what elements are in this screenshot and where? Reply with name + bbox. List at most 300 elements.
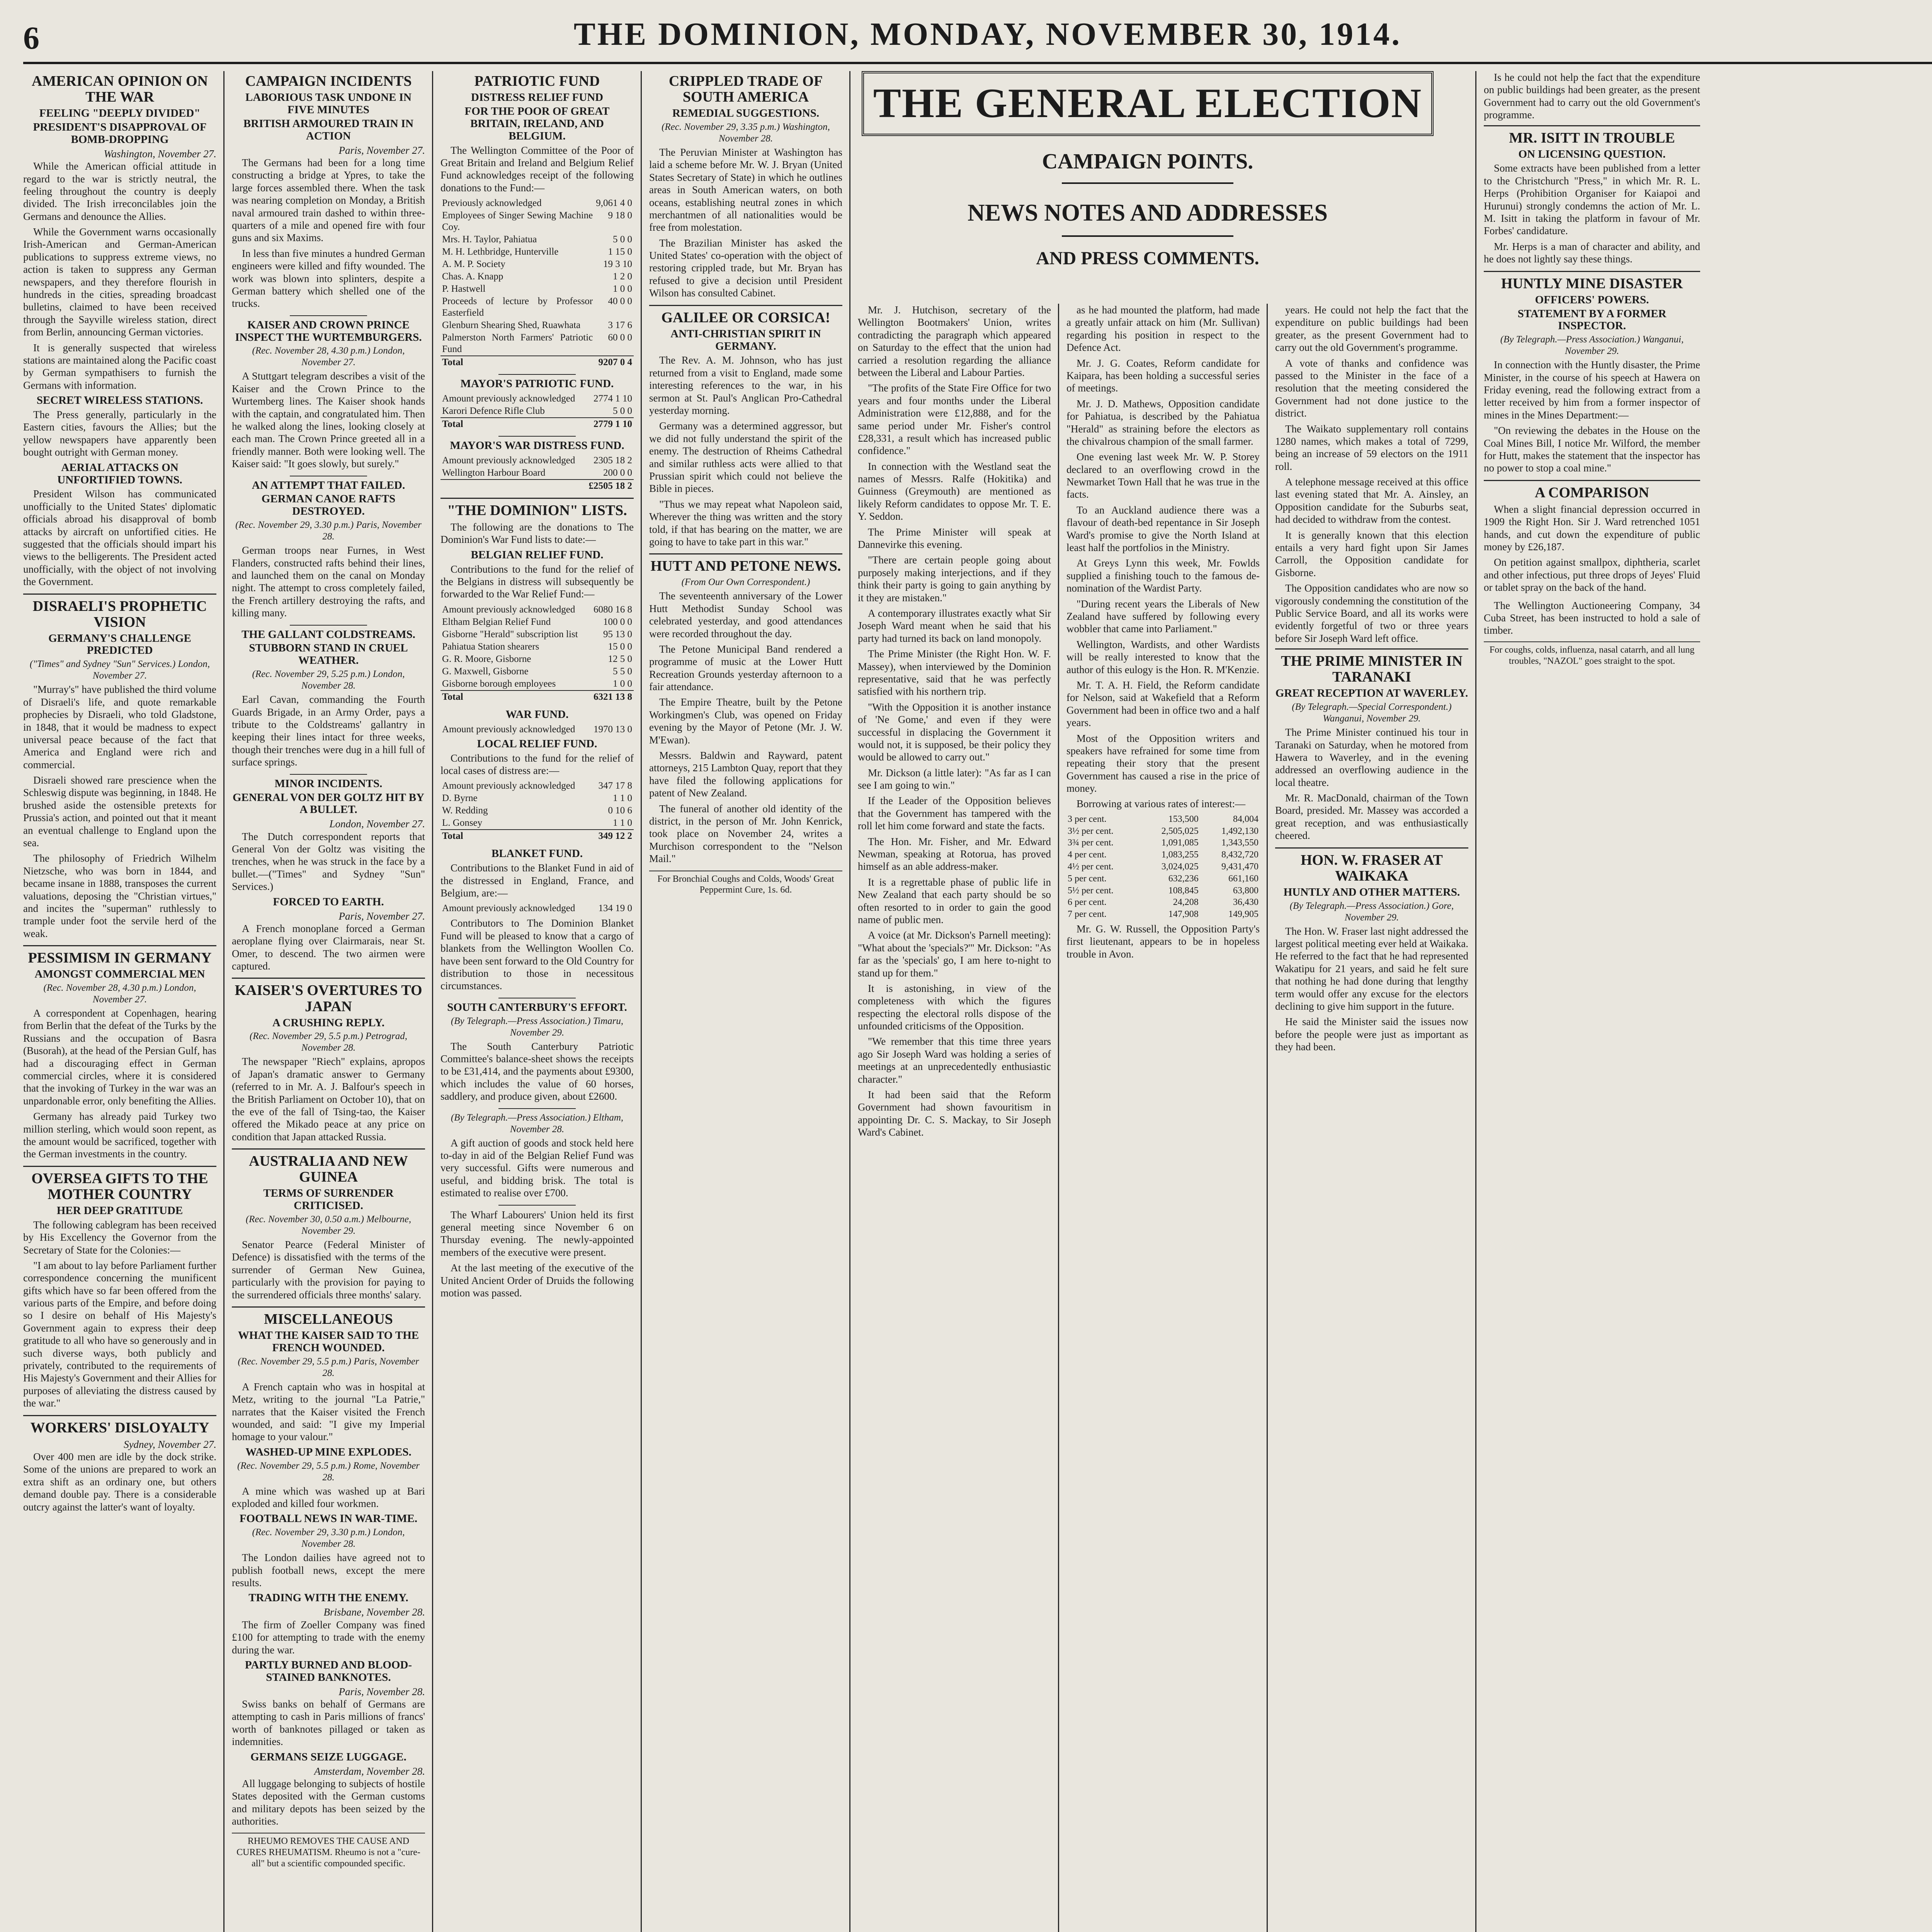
paragraph: "With the Opposition it is another instance of 'Ne Gome,' and even if they were successful in displacing the Government it would not, it is supposed, be their policy they would be allowed to carry out.": [858, 701, 1051, 763]
paragraph: The Hon. W. Fraser last night addressed the largest political meeting ever held at Waikaka. He referred to the fact that he had represented Wakatipu for 21 years, and said he felt sure that nothing he had done during that lengthy term would offer any excuse for the electors declining to give him support in the future.: [1275, 925, 1468, 1012]
article-prime-minister-taranaki: [1275, 653, 1468, 842]
article-kaiser-overtures-japan: [232, 983, 425, 1143]
paragraph: The Rev. A. M. Johnson, who has just returned from a visit to England, made some interesting references to the war, in his sermon at St. Paul's Anglican Pro-Cathedral yesterday morning.: [649, 354, 842, 417]
subheadline: GENERAL VON DER GOLTZ HIT BY A BULLET.: [232, 791, 425, 816]
article-miscellaneous: [232, 1311, 425, 1828]
headline: AMERICAN OPINION ON THE WAR: [32, 73, 208, 105]
donation-amount: 1970 13 0: [594, 724, 632, 735]
amount-cell: 2,505,025: [1161, 826, 1199, 836]
paragraph: The South Canterbury Patriotic Committee's balance-sheet shows the receipts to be £31,414, and the payments about £9300, which includes the value of 60 horses, saddlery, and produce given, about £2600.: [440, 1040, 634, 1102]
dateline: (By Telegraph.—Press Association.) Gore, November 29.: [1289, 900, 1454, 923]
fund-row: [440, 792, 634, 804]
donor-name: Amount previously acknowledged: [442, 781, 575, 791]
subheadline: MINOR INCIDENTS.: [274, 777, 383, 790]
article-crippled-trade: [649, 73, 842, 299]
paragraph: The philosophy of Friedrich Wilhelm Nietzsche, who was born in 1844, and became insane in 1888, transposes the current valuations, deposing the "Christian virtues," and incites the "superman" ruthlessly to trample under foot the servile herd of the weak.: [23, 852, 216, 939]
amount-cell: 1,091,085: [1161, 838, 1199, 848]
donation-amount: 134 19 0: [598, 903, 632, 914]
fund-row: [440, 283, 634, 295]
donor-name: A. M. P. Society: [442, 259, 505, 270]
subheadline: TRADING WITH THE ENEMY.: [248, 1592, 408, 1604]
fund-row: [440, 295, 634, 319]
paragraph: A contemporary illustrates exactly what Sir Joseph Ward meant when he said that his party had turned its back on land monopoly.: [858, 607, 1051, 644]
amount-cell: 1,343,550: [1221, 838, 1259, 848]
subheadline: GERMANS SEIZE LUGGAGE.: [250, 1750, 406, 1763]
subheadline: HER DEEP GRATITUDE: [56, 1204, 183, 1217]
stats-title: Borrowing at various rates of interest:—: [1077, 798, 1246, 810]
fund-table: [440, 197, 634, 369]
headline: MR. ISITT IN TROUBLE: [1509, 129, 1675, 146]
article-american-opinion: [23, 73, 216, 588]
headline: MISCELLANEOUS: [264, 1311, 393, 1327]
article-mayors-patriotic-fund: [440, 378, 634, 430]
fund-row: [440, 246, 634, 258]
paragraph: At Greys Lynn this week, Mr. Fowlds supplied a finishing touch to the famous de-nomination of the Wardist Party.: [1066, 557, 1260, 594]
rate-cell: 5½ per cent.: [1068, 885, 1114, 896]
donation-amount: 6080 16 8: [594, 604, 632, 615]
donation-amount: 9,061 4 0: [596, 198, 632, 209]
fund-table: [440, 604, 634, 703]
fund-row: [440, 902, 634, 915]
subheadline: BRITISH ARMOURED TRAIN IN ACTION: [243, 117, 414, 142]
paragraph: A French captain who was in hospital at Metz, writing to the journal "La Patrie," narrates that the Kaiser visited the French wounded, and said: "I give my Imperial homage to your valour.": [232, 1381, 425, 1443]
stats-row: [1066, 837, 1260, 849]
donor-name: Wellington Harbour Board: [442, 467, 546, 478]
paragraph: The Brazilian Minister has asked the United States' co-operation with the object of restoring crippled trade, but Mr. Bryan has refused to give a decision until President Wilson has consulted Cabinet.: [649, 237, 842, 299]
divider: [232, 1148, 425, 1150]
fund-row: [440, 332, 634, 356]
article-comparison: [1484, 485, 1700, 594]
subheadline: FOR THE POOR OF GREAT BRITAIN, IRELAND, AND BELGIUM.: [464, 105, 610, 142]
paragraph: Mr. J. Hutchison, secretary of the Wellington Bootmakers' Union, writes contradicting the paragraph which appeared on Saturday to the effect that the union had carried a resolution regarding the alliance between the Liberal and Labour Parties.: [858, 304, 1051, 378]
divider: [23, 945, 216, 946]
paragraph: Contributions to the fund for the relief of the Belgians in distress will subsequently be forwarded to the War Relief Fund:—: [440, 563, 634, 600]
dateline: ("Times" and Sydney "Sun" Services.) London, November 27.: [29, 659, 210, 681]
donor-name: L. Gonsey: [442, 818, 483, 828]
paragraph: Germany was a determined aggressor, but we did not fully understand the spirit of the enemy. The destruction of Rheims Cathedral and similar ruthless acts were allied to that Prussian spirit which could not believe the Bible in pieces.: [649, 420, 842, 495]
masthead-title: THE DOMINION, MONDAY, NOVEMBER 30, 1914.: [573, 16, 1402, 52]
dateline: (Rec. November 29, 3.30 p.m.) London, November 28.: [252, 1527, 405, 1549]
donor-name: Gisborne borough employees: [442, 678, 556, 689]
headline: KAISER'S OVERTURES TO JAPAN: [235, 982, 422, 1015]
donation-amount: 100 0 0: [603, 616, 632, 627]
paragraph: It is generally suspected that wireless stations are maintained along the Pacific coast by German sympathisers to furnish the Germans with information.: [23, 342, 216, 391]
rate-cell: 3 per cent.: [1068, 814, 1107, 824]
subheadline: ON LICENSING QUESTION.: [1518, 148, 1666, 160]
donation-amount: 15 0 0: [608, 641, 632, 652]
rate-cell: 6 per cent.: [1068, 897, 1107, 908]
rate-cell: 5 per cent.: [1068, 873, 1107, 884]
amount-cell: 63,800: [1233, 885, 1259, 896]
donation-amount: 1 2 0: [613, 271, 632, 282]
subheadline: GERMAN CANOE RAFTS DESTROYED.: [261, 493, 396, 518]
paragraph: The Press generally, particularly in the Eastern cities, favours the Allies; but the yellow newspapers have apparently been bought outright with German money.: [23, 409, 216, 458]
donation-amount: 1 1 0: [613, 818, 632, 828]
fund-row: [440, 405, 634, 418]
total-amount: 349 12 2: [592, 830, 634, 842]
donor-name: Chas. A. Knapp: [442, 271, 503, 282]
total-amount: 6321 13 8: [589, 690, 634, 703]
subheadline: STATEMENT BY A FORMER INSPECTOR.: [1517, 307, 1667, 332]
column-6: [1066, 304, 1260, 1932]
total-amount: £2505 18 2: [585, 480, 634, 492]
dateline: (Rec. November 29, 5.5 p.m.) Petrograd, November 28.: [249, 1031, 407, 1053]
donation-amount: 60 0 0: [608, 332, 632, 343]
donation-amount: 2305 18 2: [594, 455, 632, 466]
paragraph: The Hon. Mr. Fisher, and Mr. Edward Newman, speaking at Rotorua, has proved himself as an able address-maker.: [858, 835, 1051, 872]
paragraph: The Wellington Auctioneering Company, 34 Cuba Street, has been instructed to hold a sale of timber.: [1484, 599, 1700, 636]
subheadline: FORCED TO EARTH.: [273, 895, 384, 908]
paragraph: In connection with the Westland seat the names of Messrs. Ralfe (Hokitika) and Guinness (Greymouth) are mentioned as likely Reform candidates to oppose Mr. T. E. Y. Seddon.: [858, 460, 1051, 522]
column-5: [858, 304, 1051, 1932]
paragraph: The Opposition candidates who are now so vigorously condemning the constitution of the Public Service Board, and all its works were evidently forgetful of two or three years before Sir Joseph Ward left office.: [1275, 582, 1468, 644]
dateline: (By Telegraph.—Press Association.) Wanganui, November 29.: [1500, 334, 1684, 357]
banner-subtitle: AND PRESS COMMENTS.: [1036, 248, 1259, 269]
column-rule: [223, 71, 224, 1932]
subheadline: KAISER AND CROWN PRINCE INSPECT THE WURTEMBURGERS.: [235, 318, 422, 344]
donation-amount: 1 1 0: [613, 793, 632, 804]
stats-row: [1066, 825, 1260, 837]
amount-cell: 9,431,470: [1221, 862, 1259, 872]
divider: [1062, 182, 1233, 184]
paragraph: Messrs. Baldwin and Rayward, patent attorneys, 215 Lambton Quay, report that they have filed the following applications for patent of New Zealand.: [649, 750, 842, 799]
divider: [290, 315, 367, 316]
fund-row: [440, 653, 634, 665]
divider: [498, 1108, 576, 1109]
paragraph: A French monoplane forced a German aeroplane flying over Clairmarais, near St. Omer, to descend. The two airmen were captured.: [232, 922, 425, 972]
fund-row: [440, 628, 634, 641]
amount-cell: 24,208: [1173, 897, 1199, 908]
headline: AUSTRALIA AND NEW GUINEA: [249, 1153, 408, 1185]
article-fraser-waikaka: [1275, 852, 1468, 1053]
donation-amount: 5 0 0: [613, 406, 632, 417]
paragraph: All luggage belonging to subjects of hostile States deposited with the German customs and military depots has been seized by the authorities.: [232, 1777, 425, 1827]
columns: [23, 64, 1932, 1932]
paragraph: He said the Minister said the issues now before the people were just as important as they had been.: [1275, 1016, 1468, 1053]
subheadline: LABORIOUS TASK UNDONE IN FIVE MINUTES: [245, 91, 412, 116]
fund-row: [440, 197, 634, 209]
paragraph: The seventeenth anniversary of the Lower Hutt Methodist Sunday School was celebrated yesterday, and good attendances were recorded throughout the day.: [649, 590, 842, 639]
donation-amount: 1 15 0: [608, 247, 632, 257]
paragraph: It is generally known that this election entails a very hard fight upon Sir James Carroll, the Opposition candidate for Gisborne.: [1275, 529, 1468, 578]
fund-row: [440, 393, 634, 405]
paragraph: One evening last week Mr. W. P. Storey declared to an overflowing crowd in the Newmarket Town Hall that he was true in the facts.: [1066, 451, 1260, 500]
donation-amount: 0 10 6: [608, 805, 632, 816]
donor-name: P. Hastwell: [442, 284, 486, 294]
subheadline: BLANKET FUND.: [491, 847, 583, 860]
paragraph: German troops near Furnes, in West Flanders, constructed rafts behind their lines, and launched them on the canal on Monday night. The attempt to cross completely failed, the French artillery destroying the rafts, and killing many.: [232, 544, 425, 619]
divider: [498, 374, 576, 375]
dateline: Amsterdam, November 28.: [314, 1765, 425, 1777]
fund-row: [440, 467, 634, 480]
headline: GALILEE OR CORSICA!: [661, 309, 830, 326]
dateline: (Rec. November 28, 4.30 p.m.) London, November 27.: [252, 345, 405, 368]
dateline: London, November 27.: [329, 818, 425, 830]
subheadline: THE GALLANT COLDSTREAMS.: [242, 628, 415, 641]
paragraph: Mr. R. MacDonald, chairman of the Town Board, presided. Mr. Massey was accorded a great reception, and was enthusiastically cheered.: [1275, 792, 1468, 842]
article-south-canterbury: [440, 1002, 634, 1103]
fund-table: [440, 393, 634, 430]
paragraph: The Petone Municipal Band rendered a programme of music at the Lower Hutt Recreation Grounds yesterday afternoon to a fair attendance.: [649, 643, 842, 693]
stats-row: [1066, 849, 1260, 861]
dateline: Paris, November 28.: [338, 1685, 425, 1697]
dateline: (Rec. November 29, 3.30 p.m.) Paris, November 28.: [235, 520, 422, 542]
subheadline: SOUTH CANTERBURY'S EFFORT.: [447, 1001, 627, 1014]
fund-row: [440, 780, 634, 792]
article-dominion-lists: [440, 503, 634, 703]
fund-row: [440, 233, 634, 246]
donor-name: Employees of Singer Sewing Machine Coy.: [442, 210, 593, 233]
divider: [649, 305, 842, 306]
fund-row: [440, 817, 634, 830]
total-amount: 2779 1 10: [588, 418, 634, 430]
fund-row: [440, 270, 634, 283]
subheadline: WHAT THE KAISER SAID TO THE FRENCH WOUNDED.: [238, 1329, 419, 1354]
paragraph: It is a regrettable phase of public life in New Zealand that each party should be so often resorted to in order to gain the good name of public men.: [858, 876, 1051, 925]
article-workers-disloyalty: [23, 1420, 216, 1513]
fund-row: [440, 258, 634, 270]
paragraph: It had been said that the Reform Government had shown favouritism in appointing Dr. C. S. Mackay, to Sir Joseph Ward's Cabinet.: [858, 1089, 1051, 1138]
section-heading: SECRET WIRELESS STATIONS.: [36, 394, 203, 407]
amount-cell: 1,083,255: [1161, 850, 1199, 860]
subheadline: MAYOR'S PATRIOTIC FUND.: [460, 378, 614, 390]
column-8: [1484, 71, 1700, 1932]
fund-table: [440, 723, 634, 736]
stats-row: [1066, 885, 1260, 897]
divider: [440, 498, 634, 499]
fund-row: [440, 641, 634, 653]
donor-name: Amount previously acknowledged: [442, 903, 575, 914]
article-disraeli: [23, 599, 216, 940]
paragraph: Earl Cavan, commanding the Fourth Guards Brigade, in an Army Order, pays a tribute to the Coldstreams' gallantry in keeping their lines intact for three weeks, though their trenches were dug in a hill full of surface springs.: [232, 694, 425, 768]
article-coldstreams: [232, 629, 425, 769]
headline: WORKERS' DISLOYALTY: [30, 1419, 209, 1436]
divider: [1484, 480, 1700, 481]
paragraph: President Wilson has communicated unofficially to the United States' diplomatic officials abroad his disapproval of bomb attacks by aircraft on unfortified cities. He suggested that the officials should impart his views to the belligerents. The President acted unofficially, with the object of not involving the Government.: [23, 488, 216, 588]
stats-row: [1066, 908, 1260, 920]
donor-name: Amount previously acknowledged: [442, 393, 575, 404]
headline: HUTT AND PETONE NEWS.: [650, 558, 841, 575]
article-pessimism: [23, 950, 216, 1160]
article-wharf-labourers: [440, 1209, 634, 1299]
paragraph: To an Auckland audience there was a flavour of death-bed repentance in Sir Joseph Ward's promise to give the North Island at least half the portfolios in the Ministry.: [1066, 504, 1260, 554]
donation-amount: 12 5 0: [608, 653, 632, 664]
subheadline: HUNTLY AND OTHER MATTERS.: [1283, 886, 1460, 898]
article-campaign-incidents: [232, 73, 425, 310]
paragraph: In less than five minutes a hundred German engineers were killed and fifty wounded. The work was blown into splinters, despite a German battery which shelled one of the trucks.: [232, 247, 425, 310]
amount-cell: 149,905: [1228, 909, 1259, 920]
paragraph: A Stuttgart telegram describes a visit of the Kaiser and the Crown Prince to the Wurtemberg lines. The Kaiser shook hands with the captain, and congratulated him. Then he walked along the lines, looking closely at each man. The Crown Prince greeted all in a friendly manner. Both were looking well. The Kaiser said: "It goes slowly, but surely.": [232, 370, 425, 470]
dateline: (By Telegraph.—Press Association.) Eltham, November 28.: [451, 1112, 624, 1134]
rate-cell: 4 per cent.: [1068, 850, 1107, 860]
divider: [498, 1205, 576, 1206]
dateline: (From Our Own Correspondent.): [681, 577, 810, 588]
column-rule: [641, 71, 642, 1932]
subheadline: ANTI-CHRISTIAN SPIRIT IN GERMANY.: [670, 327, 821, 352]
subheadline: FEELING "DEEPLY DIVIDED": [39, 107, 201, 120]
headline: OVERSEA GIFTS TO THE MOTHER COUNTRY: [31, 1170, 208, 1202]
headline: HUNTLY MINE DISASTER: [1501, 275, 1683, 292]
paragraph: The Prime Minister (the Right Hon. W. F. Massey), when interviewed by the Dominion representative, said that he was perfectly satisfied with his northern trip.: [858, 648, 1051, 697]
divider: [232, 1306, 425, 1308]
rate-cell: 4½ per cent.: [1068, 862, 1114, 872]
fund-row: [440, 616, 634, 628]
article-attempt-failed: [232, 480, 425, 619]
divider: [1275, 847, 1468, 849]
dateline: (Rec. November 28, 4.30 p.m.) London, November 27.: [43, 983, 196, 1005]
subheadline: GERMANY'S CHALLENGE PREDICTED: [48, 632, 191, 657]
total-amount: 9207 0 4: [594, 356, 634, 369]
dateline: Washington, November 27.: [104, 148, 216, 160]
divider: [232, 978, 425, 979]
amount-cell: 153,500: [1168, 814, 1199, 824]
subheadline: STUBBORN STAND IN CRUEL WEATHER.: [249, 642, 408, 667]
paragraph: The Wharf Labourers' Union held its first general meeting since November 6 on Thursday evening. The newly-appointed members of the executive were present.: [440, 1209, 634, 1258]
article-mayors-war-distress-fund: [440, 440, 634, 492]
paragraph: A voice (at Mr. Dickson's Parnell meeting): "What about the 'specials?'" Mr. Dickson: "As far as the 'specials' go, I am here to-night to stand up for them.": [858, 929, 1051, 979]
fund-table: [440, 902, 634, 915]
dateline: (Rec. November 29, 3.35 p.m.) Washington, November 28.: [662, 121, 830, 144]
stats-row: [1066, 813, 1260, 825]
dateline: (By Telegraph.—Press Association.) Timaru, November 29.: [451, 1015, 624, 1038]
donor-name: Amount previously acknowledged: [442, 604, 575, 615]
donor-name: Gisborne "Herald" subscription list: [442, 629, 578, 639]
donation-amount: 19 3 10: [603, 259, 632, 270]
amount-cell: 661,160: [1228, 873, 1259, 884]
paragraph: The London dailies have agreed not to publish football news, except the mere results.: [232, 1552, 425, 1589]
divider: [498, 436, 576, 437]
donor-name: Previously acknowledged: [442, 198, 542, 209]
paragraph: The newspaper "Riech" explains, apropos of Japan's dramatic answer to Germany (referred to in Mr. A. J. Balfour's speech in the British Parliament on October 10), that on the eve of the fall of Tsing-tao, the Kaiser offered the Mikado peace at any price on condition that Japan attacked Russia.: [232, 1056, 425, 1143]
donor-name: Proceeds of lecture by Professor Easterfield: [442, 296, 593, 318]
paragraph: A mine which was washed up at Bari exploded and killed four workmen.: [232, 1485, 425, 1509]
donor-name: G. Maxwell, Gisborne: [442, 666, 529, 677]
column-rule: [432, 71, 433, 1932]
divider: [23, 1166, 216, 1167]
interest-table: [1066, 813, 1260, 920]
paragraph: On petition against smallpox, diphtheria, scarlet and other infectious, put three drops of Jeyes' Fluid or tablet spray on the back of the hand.: [1484, 556, 1700, 594]
paragraph: "There are certain people going about purposely making interjections, and if they think their party is going to gain anything by it they are mistaken.": [858, 554, 1051, 604]
divider: [290, 774, 367, 775]
rate-cell: 7 per cent.: [1068, 909, 1107, 920]
fund-row: [440, 804, 634, 817]
donation-amount: 1 0 0: [613, 678, 632, 689]
donation-amount: 347 17 8: [598, 781, 632, 791]
divider: [290, 625, 367, 626]
paragraph: "Murray's" have published the third volume of Disraeli's life, and quote remarkable prophecies by Disraeli, who told Gladstone, in 1848, that it would be madness to expect universal peace because of the fact that America and England were rich and commercial.: [23, 684, 216, 770]
donor-name: W. Redding: [442, 805, 488, 816]
dateline: Paris, November 27.: [338, 144, 425, 156]
paragraph: "Thus we may repeat what Napoleon said, Wherever the thing was written and the story told, if that has bearing on the matter, we are going to have to take part in this war.": [649, 498, 842, 548]
headline: DISRAELI'S PROPHETIC VISION: [32, 598, 207, 630]
paragraph: If the Leader of the Opposition believes that the Government has tampered with the roll let him come forward and state the facts.: [858, 795, 1051, 832]
subheadline: A CRUSHING REPLY.: [272, 1016, 385, 1029]
dateline: (Rec. November 29, 5.5 p.m.) Rome, November 28.: [237, 1460, 420, 1483]
donation-amount: 3 17 6: [608, 320, 632, 331]
subheadline: DISTRESS RELIEF FUND: [471, 91, 604, 104]
paragraph: Disraeli showed rare prescience when the Schleswig dispute was beginning, in 1848. He brushed aside the ostensible pretexts for Prussia's action, and pointed out that it meant an eventual challenge to England upon the sea.: [23, 774, 216, 849]
paragraph: Some extracts have been published from a letter to the Christchurch "Press," in which Mr. R. L. Herps (Prohibition Organiser for Kaiapoi and Hurunui) strongly condemns the action of Mr. L. M. Isitt in taking the platform in favour of Mr. Forbes' candidature.: [1484, 162, 1700, 237]
fund-row: [440, 209, 634, 233]
dateline: Paris, November 27.: [338, 910, 425, 922]
column-rule: [1475, 71, 1476, 1932]
paragraph: years. He could not help the fact that the expenditure on public buildings had been greater, as the present Government had to carry out the old Government's programme.: [1275, 304, 1468, 354]
article-australia-new-guinea: [232, 1153, 425, 1301]
paragraph: In connection with the Huntly disaster, the Prime Minister, in the course of his speech at Hawera on Friday evening, read the following extract from a letter received by him from a former inspector of mines in the Mines Department:—: [1484, 359, 1700, 421]
column-rule: [849, 71, 850, 1932]
article-kaiser-crown-prince: [232, 319, 425, 470]
subheadline: AMONGST COMMERCIAL MEN: [34, 968, 205, 981]
donor-name: Mrs. H. Taylor, Pahiatua: [442, 234, 537, 245]
article-eltham: [440, 1112, 634, 1199]
fund-row: [440, 678, 634, 690]
column-rule: [1267, 304, 1268, 1932]
stats-row: [1066, 896, 1260, 908]
article-blanket-fund: [440, 848, 634, 992]
article-isitt-trouble: [1484, 130, 1700, 265]
article-huntly-mine: [1484, 276, 1700, 474]
paragraph: Mr. T. A. H. Field, the Reform candidate for Nelson, said at Wakefield that a Reform Government had been in office two and a half years.: [1066, 679, 1260, 729]
total-label: Total: [440, 830, 592, 842]
subheadline: BELGIAN RELIEF FUND.: [471, 548, 604, 561]
paragraph: Senator Pearce (Federal Minister of Defence) is dissatisfied with the terms of the surrender of German New Guinea, particularly with the provision for paying to the surrendered officials three months' salary.: [232, 1239, 425, 1301]
banner-title: THE GENERAL ELECTION: [862, 71, 1434, 136]
article-galilee-corsica: [649, 310, 842, 548]
dateline: (Rec. November 29, 5.25 p.m.) London, November 28.: [252, 669, 405, 691]
dateline: Sydney, November 27.: [124, 1438, 216, 1450]
amount-cell: 1,492,130: [1221, 826, 1259, 836]
dateline: (Rec. November 30, 0.50 a.m.) Melbourne, November 29.: [245, 1214, 412, 1236]
donor-name: Eltham Belgian Relief Fund: [442, 616, 551, 627]
column-4: [649, 71, 842, 1932]
paragraph: While the American official attitude in regard to the war is strictly neutral, the feeling throughout the country is deeply divided. The Irish irreconcilables join the Germans and denounce the Allies.: [23, 160, 216, 222]
article-hutt-petone: [649, 558, 842, 865]
paragraph: A gift auction of goods and stock held here to-day in aid of the Belgian Relief Fund was very successful. Gifts were numerous and useful, and bidding brisk. The total is estimated to realise over £700.: [440, 1137, 634, 1199]
headline: HON. W. FRASER AT WAIKAKA: [1301, 852, 1443, 884]
dateline: Brisbane, November 28.: [323, 1606, 425, 1618]
total-label: Total: [440, 356, 594, 369]
paragraph: Over 400 men are idle by the dock strike. Some of the unions are prepared to work an extra shift as an ordinary one, but others demand double pay. There is a considerable outcry against the latter's want of loyalty.: [23, 1451, 216, 1513]
paragraph: "On reviewing the debates in the House on the Coal Mines Bill, I notice Mr. Wilford, the member for Hutt, makes the statement that the inspector has no power to stop a coal mine.": [1484, 425, 1700, 474]
article-patriotic-fund: [440, 73, 634, 369]
divider: [1484, 125, 1700, 126]
amount-cell: 632,236: [1168, 873, 1199, 884]
divider: [1275, 648, 1468, 650]
donation-amount: 2774 1 10: [594, 393, 632, 404]
column-1: [23, 71, 216, 1932]
paragraph: Mr. J. D. Mathews, Opposition candidate for Pahiatua, is described by the Pahiatua "Herald" as straining before the electors as the chivalrous champion of the small farmer.: [1066, 398, 1260, 447]
amount-cell: 84,004: [1233, 814, 1259, 824]
advertisement: For coughs, colds, influenza, nasal catarrh, and all lung troubles, "NAZOL" goes straight to the spot.: [1484, 641, 1700, 667]
paragraph: The Peruvian Minister at Washington has laid a scheme before Mr. W. J. Bryan (United States Secretary of State) in which he outlines areas in South American waters, on both oceans, establishing neutral zones in which merchantmen of all nationalities would be free from molestation.: [649, 146, 842, 233]
amount-cell: 108,845: [1168, 885, 1199, 896]
subheadline: MAYOR'S WAR DISTRESS FUND.: [450, 439, 624, 452]
paragraph: The Germans had been for a long time constructing a bridge at Ypres, to take the large forces assembled there. When the task was nearing completion on Monday, a British naval armoured train dashed to within three-quarters of a mile and opened fire with four guns and six Maxims.: [232, 156, 425, 244]
donor-name: G. R. Moore, Gisborne: [442, 653, 531, 664]
paragraph: Most of the Opposition writers and speakers have refrained for some time from repeating their story that the present Government has caused a rise in the price of money.: [1066, 732, 1260, 794]
divider: [1062, 235, 1233, 237]
divider: [23, 1415, 216, 1416]
paragraph: The Prime Minister continued his tour in Taranaki on Saturday, when he motored from Hawera to Waverley, and in the evening addressed an overflowing audience in the local theatre.: [1275, 726, 1468, 788]
paragraph: as he had mounted the platform, had made a greatly unfair attack on him (Mr. Sullivan) regarding his position in respect to the Defence Act.: [1066, 304, 1260, 354]
column-7: [1275, 304, 1468, 1932]
paragraph: "During recent years the Liberals of New Zealand have suffered by following every wobbler that came into Parliament.": [1066, 598, 1260, 635]
fund-row: [440, 723, 634, 736]
paragraph: The Empire Theatre, built by the Petone Workingmen's Club, was opened on Friday evening by the Mayor of Petone (Mr. J. W. M'Ewan).: [649, 696, 842, 746]
subheadline: WASHED-UP MINE EXPLODES.: [245, 1446, 412, 1458]
divider: [1484, 271, 1700, 272]
fund-row: [440, 604, 634, 616]
